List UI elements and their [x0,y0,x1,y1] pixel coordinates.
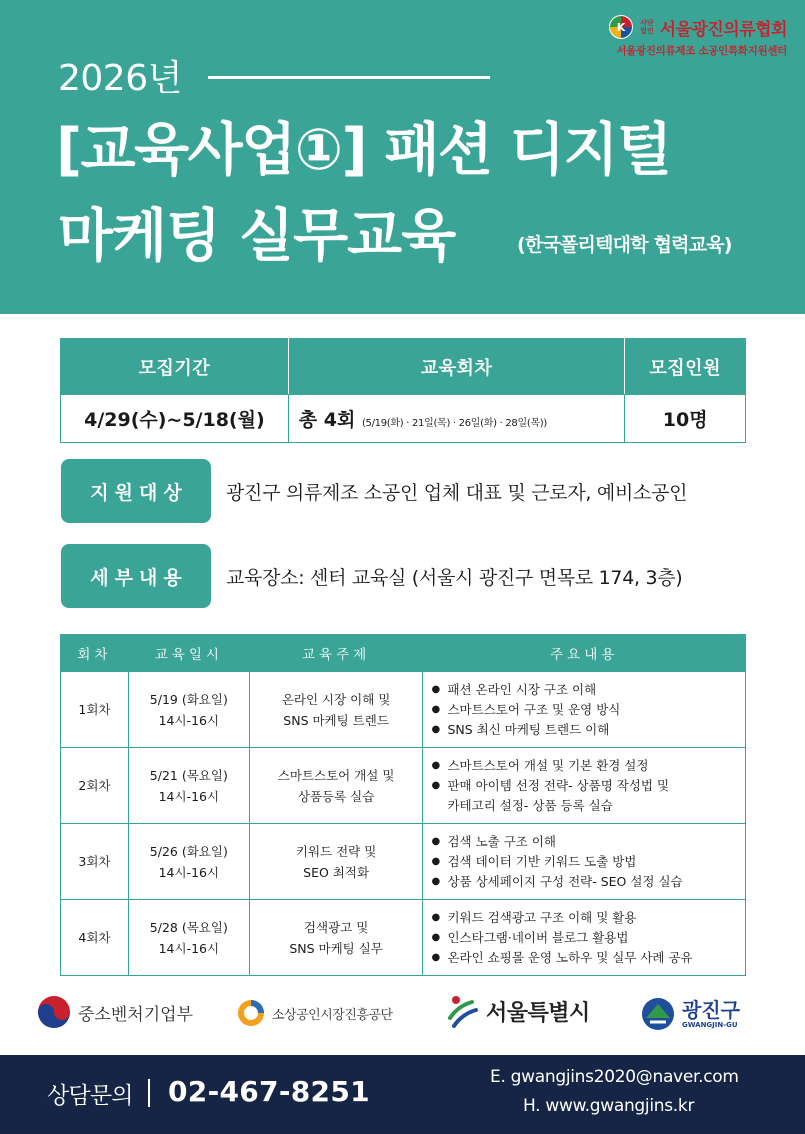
list-item: ● 스마트스토어 구조 및 운영 방식 [431,700,745,720]
details-label: 세부내용 [61,544,211,608]
list-item: ● 판매 아이템 선정 전략- 상품명 작성법 및 카테고리 설정- 상품 등록 실습 [431,776,745,816]
details-text: 교육장소: 센터 교육실 (서울시 광진구 면목로 174, 3층) [226,567,683,589]
list-item: ● 검색 노출 구조 이해 [431,832,745,852]
session-datetime: 5/19 (화요일) 14시-16시 [128,672,249,748]
session-contents [423,824,746,900]
sched-header-datetime: 교육일시 [128,635,249,672]
list-item: ● SNS 최신 마케팅 트렌드 이해 [431,720,745,740]
list-item: ● 패션 온라인 시장 구조 이해 [431,680,745,700]
recruitment-period: 4/29(수)~5/18(월) [61,395,289,443]
recruitment-capacity: 10명 [625,395,746,443]
semas-name: 소상공인시장진흥공단 [272,1007,393,1023]
seoul-name: 서울특별시 [486,1000,590,1026]
taegeuk-icon [36,994,72,1030]
list-item: ● 키워드 검색광고 구조 이해 및 활용 [431,908,745,928]
recruitment-info-table [60,338,746,443]
semas-emblem-icon [236,998,266,1028]
session-number: 4회차 [61,900,129,976]
contact-footer [0,1055,805,1134]
target-label: 지원대상 [61,459,211,523]
list-item: ● 검색 데이터 기반 키워드 도출 방법 [431,852,745,872]
svg-text:K: K [616,21,625,34]
session-topic: 검색광고 및 SNS 마케팅 실무 [249,900,423,976]
org-name: 서울광진의류협회 [659,19,787,40]
gwangjin-name: 광진구 [682,997,740,1022]
contact-phone: 02-467-8251 [168,1075,370,1108]
session-datetime: 5/26 (화요일) 14시-16시 [128,824,249,900]
session-topic: 키워드 전략 및 SEO 최적화 [249,824,423,900]
gwangjin-logo [640,996,740,1032]
header-banner [0,0,805,314]
session-contents [423,672,746,748]
organization-logo [608,14,787,58]
contact-label: 상담문의 [47,1083,133,1109]
session-number: 2회차 [61,748,129,824]
session-total: 총 4회 [298,409,356,431]
sched-header-session: 회차 [61,635,129,672]
gwangjin-emblem-icon [640,996,676,1032]
org-type-label: 사단 법인 [640,19,654,35]
session-number: 3회차 [61,824,129,900]
list-item: ● 스마트스토어 개설 및 기본 환경 설정 [431,756,745,776]
session-datetime: 5/21 (목요일) 14시-16시 [128,748,249,824]
session-number: 1회차 [61,672,129,748]
table-row [61,672,746,748]
org-subtitle: 서울광진의류제조 소공인특화지원센터 [616,45,787,57]
seoul-logo [446,992,590,1030]
header-capacity: 모집인원 [625,339,746,395]
session-dates: (5/19(화) · 21일(목) · 26일(화) · 28일(목)) [361,418,548,429]
contact-divider [148,1079,150,1107]
org-emblem-icon [608,14,634,40]
page-title-partner: (한국폴리텍대학 협력교육) [517,234,732,256]
table-row [61,748,746,824]
target-text: 광진구 의류제조 소공인 업체 대표 및 근로자, 예비소공인 [226,482,688,504]
list-item: ● 상품 상세페이지 구성 전략- SEO 설정 실습 [431,872,745,892]
semas-logo [236,998,393,1028]
contact-email: E. gwangjins2020@naver.com [490,1067,739,1087]
list-item: ● 인스타그램·네이버 블로그 활용법 [431,928,745,948]
gwangjin-name-en: GWANGJIN-GU [682,1020,738,1029]
header-sessions: 교육회차 [288,339,625,395]
session-count [288,395,625,443]
mss-name: 중소벤처기업부 [78,1004,193,1025]
sched-header-topic: 교육주제 [249,635,423,672]
table-row [61,824,746,900]
page-title-line2: 마케팅 실무교육 [58,203,456,269]
sponsor-logos [0,990,805,1040]
session-contents [423,900,746,976]
header-period: 모집기간 [61,339,289,395]
sched-header-contents: 주요내용 [423,635,746,672]
year-label: 2026년 [58,58,182,99]
list-item: ● 온라인 쇼핑몰 운영 노하우 및 실무 사례 공유 [431,948,745,968]
session-topic: 온라인 시장 이해 및 SNS 마케팅 트렌드 [249,672,423,748]
session-contents [423,748,746,824]
year-divider [208,76,490,79]
session-datetime: 5/28 (목요일) 14시-16시 [128,900,249,976]
page-title-line1: [교육사업①] 패션 디지털 [56,117,671,183]
table-row [61,900,746,976]
contact-homepage: H. www.gwangjins.kr [523,1096,695,1116]
session-topic: 스마트스토어 개설 및 상품등록 실습 [249,748,423,824]
mss-logo [36,994,193,1030]
schedule-table [60,634,746,976]
year-row [58,50,490,101]
seoul-emblem-icon [446,992,480,1030]
